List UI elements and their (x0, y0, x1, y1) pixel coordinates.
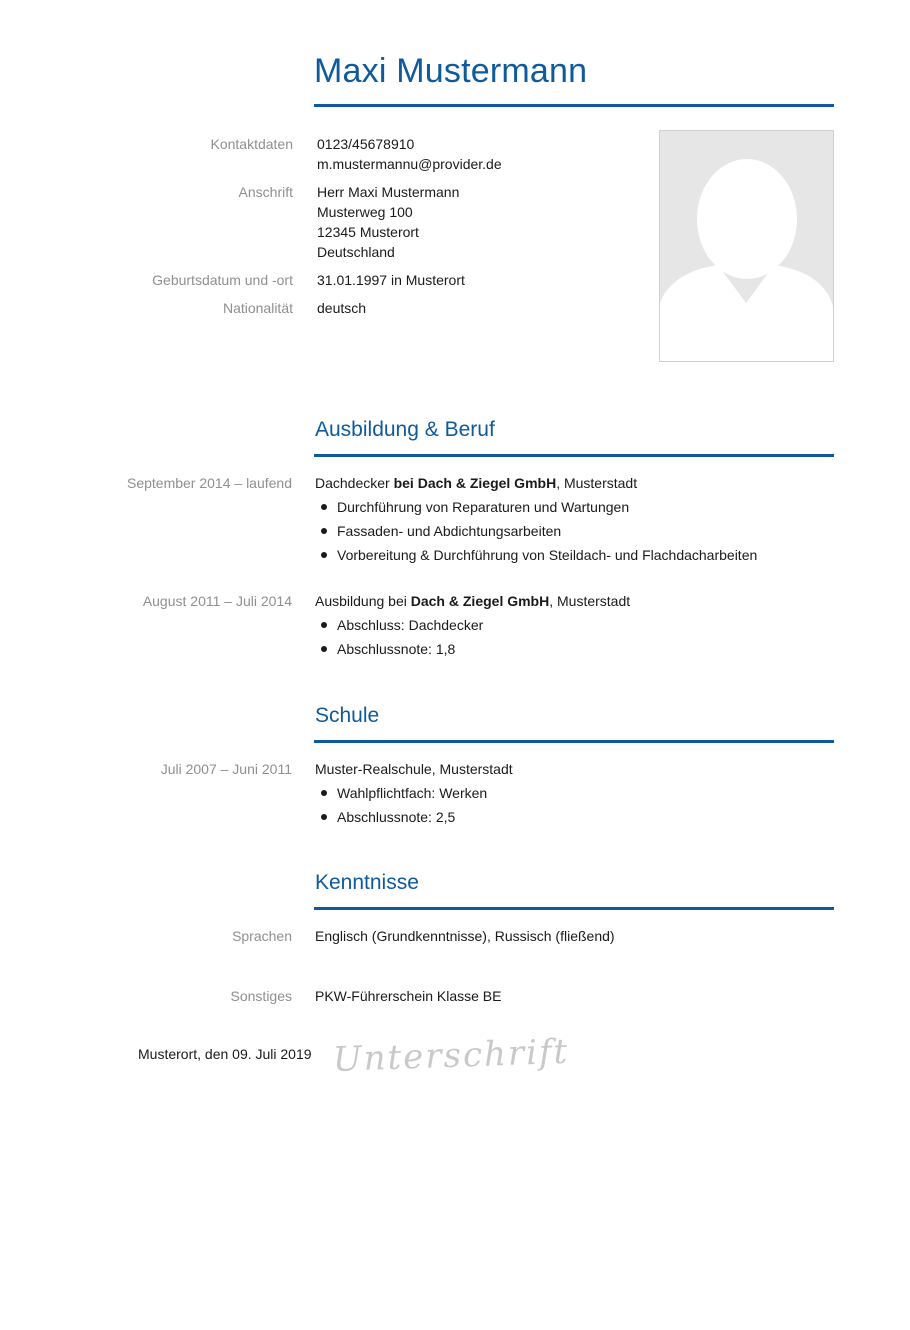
list-item: Durchführung von Reparaturen und Wartungen (337, 495, 757, 519)
birth-label: Geburtsdatum und -ort (152, 272, 293, 288)
person-silhouette-icon (660, 131, 833, 361)
list-item: Abschlussnote: 2,5 (337, 805, 487, 829)
nationality-label: Nationalität (222, 300, 293, 316)
profile-photo (659, 130, 834, 362)
list-item: Abschlussnote: 1,8 (337, 637, 483, 661)
address-label: Anschrift (238, 184, 293, 200)
place-date: Musterort, den 09. Juli 2019 (138, 1046, 312, 1062)
other-value: PKW-Führerschein Klasse BE (315, 988, 502, 1004)
contact-email: m.mustermannu@provider.de (317, 156, 502, 172)
entry-bullets (337, 613, 483, 661)
section-title-skills: Kenntnisse (315, 871, 419, 894)
header-rule (314, 104, 834, 107)
signature: Unterschrift (332, 1031, 570, 1080)
address-line-3: 12345 Musterort (317, 224, 419, 240)
cv-name: Maxi Mustermann (314, 52, 588, 90)
entry-period: Juli 2007 – Juni 2011 (160, 761, 292, 777)
contact-label: Kontaktdaten (210, 136, 293, 152)
list-item: Abschluss: Dachdecker (337, 613, 483, 637)
other-label: Sonstiges (230, 988, 292, 1004)
nationality-value: deutsch (317, 300, 367, 316)
entry-bullets (337, 495, 757, 567)
list-item: Vorbereitung & Durchführung von Steildach- und Flachdacharbeiten (337, 543, 757, 567)
contact-phone: 0123/45678910 (317, 136, 415, 152)
list-item: Wahlpflichtfach: Werken (337, 781, 487, 805)
entry-bullets (337, 781, 487, 829)
entry-title: Muster-Realschule, Musterstadt (315, 761, 513, 777)
section-title-school: Schule (315, 704, 380, 727)
entry-period: September 2014 – laufend (126, 475, 292, 491)
section-title-education-work: Ausbildung & Beruf (315, 418, 495, 441)
section-rule-school (314, 740, 834, 743)
languages-value: Englisch (Grundkenntnisse), Russisch (fließend) (315, 928, 615, 944)
section-rule-education-work (314, 454, 834, 457)
entry-period: August 2011 – Juli 2014 (142, 593, 292, 609)
address-line-1: Herr Maxi Mustermann (317, 184, 460, 200)
entry-title: Ausbildung bei Dach & Ziegel GmbH, Musterstadt (315, 593, 631, 609)
section-rule-skills (314, 907, 834, 910)
languages-label: Sprachen (232, 928, 292, 944)
address-line-4: Deutschland (317, 244, 395, 260)
list-item: Fassaden- und Abdichtungsarbeiten (337, 519, 757, 543)
birth-value: 31.01.1997 in Musterort (317, 272, 465, 288)
address-line-2: Musterweg 100 (317, 204, 413, 220)
entry-title: Dachdecker bei Dach & Ziegel GmbH, Musterstadt (315, 475, 638, 491)
